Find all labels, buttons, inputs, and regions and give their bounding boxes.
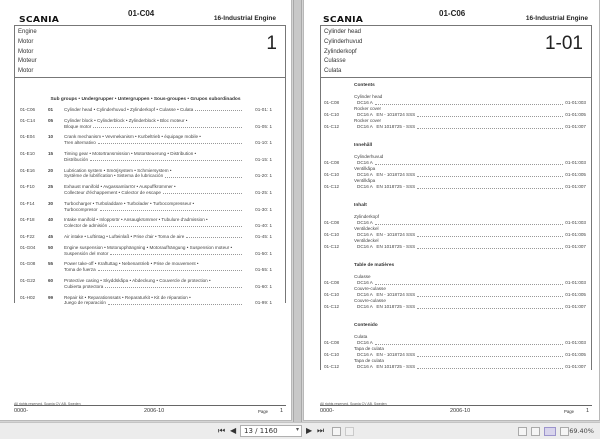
toc-row[interactable]	[20, 151, 272, 163]
entry-title: Culata	[354, 334, 368, 339]
entry-code: 01-C12	[324, 364, 340, 369]
leader-dots	[375, 220, 563, 225]
page-dropdown-icon[interactable]: ▾	[296, 427, 300, 433]
entry-code: 01-C08	[324, 280, 340, 285]
contents-entry[interactable]	[318, 118, 594, 130]
toc-number: 20	[48, 167, 54, 173]
toc-number: 25	[48, 184, 54, 190]
toc-line: Cylinder head • Cylinderhuvud • Zylinderkopf • Culasse • Culata	[64, 107, 194, 112]
group-name: Motor	[18, 48, 34, 55]
toc-row[interactable]	[20, 217, 272, 229]
entry-title: Ventildeckel	[354, 226, 379, 231]
leader-dots	[98, 267, 242, 271]
entry-variant: DC16 A EN - 1018724 SSS	[357, 112, 416, 117]
component-name: Cylinder head	[324, 29, 362, 35]
contents-entry[interactable]	[318, 238, 594, 250]
leader-dots	[417, 124, 563, 129]
section-heading: Innehåll	[354, 143, 373, 148]
toc-page-ref: 01-30: 1	[255, 206, 272, 212]
entry-code: 01-C12	[324, 184, 340, 189]
entry-page-ref: 01-01:003	[565, 220, 586, 225]
subgroup-toc	[20, 107, 272, 311]
toc-code: 01-E16	[20, 167, 35, 173]
toc-code: 01-C14	[20, 117, 36, 123]
scania-logo: SCANIA	[323, 15, 364, 24]
entry-code: 01-C10	[324, 292, 340, 297]
entry-variant: DC16 A	[357, 160, 373, 165]
entry-variant: DC16 A EN 1018725 - SSS	[357, 304, 416, 309]
contents-entry[interactable]	[318, 94, 594, 106]
leader-dots	[100, 207, 242, 211]
toc-code: 01-C06	[20, 107, 36, 112]
group-name: Engine	[18, 29, 37, 35]
leader-dots	[98, 140, 242, 144]
toc-number: 60	[48, 277, 54, 283]
contents-entry[interactable]	[318, 214, 594, 226]
toc-page-ref: 01-99: 1	[255, 300, 272, 306]
toc-code: 01-H02	[20, 294, 36, 300]
toc-number: 45	[48, 233, 54, 239]
single-page-view-icon[interactable]	[518, 427, 527, 436]
contents-entry[interactable]	[318, 178, 594, 190]
toc-line: Repair kit • Reparationssats • Reparaturkit • Kit de réparation •	[64, 294, 191, 300]
leader-dots	[417, 112, 563, 117]
entry-code: 01-C08	[324, 340, 340, 345]
contents-entry[interactable]	[318, 154, 594, 166]
toc-page-ref: 01-45: 1	[255, 233, 272, 239]
toc-number: 10	[48, 134, 54, 140]
entry-page-ref: 01-01:003	[565, 340, 586, 345]
leader-dots	[417, 184, 563, 189]
entry-page-ref: 01-01:005	[565, 232, 586, 237]
toc-text	[64, 107, 244, 113]
toc-text	[64, 278, 244, 290]
contents-section	[318, 83, 594, 130]
page-footer	[14, 407, 286, 417]
leader-dots	[109, 223, 242, 227]
toc-code: 01-F18	[20, 217, 35, 223]
leader-dots	[417, 352, 563, 357]
toc-page-ref: 01-20: 1	[255, 173, 272, 179]
entry-code: 01-C08	[324, 160, 340, 165]
toc-row[interactable]	[20, 234, 272, 240]
document-code: 01-C04	[128, 9, 155, 18]
toc-page-ref: 01-50: 1	[255, 250, 272, 256]
entry-title: Rocker cover	[354, 118, 382, 123]
leader-dots	[375, 280, 563, 285]
toc-line: Crank mechanism • Vevmekanism • Kurbeltrieb • équipage mobile •	[64, 134, 201, 140]
leader-dots	[90, 157, 242, 161]
toc-page-ref: 01-10: 1	[255, 140, 272, 146]
entry-variant: DC16 A EN - 1018724 SSS	[357, 352, 416, 357]
toc-line: Engine suspension • Motorupphängning • Motoraufhängung • Suspension moteur •	[64, 244, 233, 250]
contents-entry[interactable]	[318, 274, 594, 286]
title-box	[320, 25, 592, 78]
component-name: Culata	[324, 68, 342, 75]
document-code: 01-C06	[439, 9, 466, 18]
toc-text	[64, 134, 244, 146]
footer-page-label: Page	[257, 409, 268, 414]
toc-line: Protective casing • Skyddskåpa • Abdeckung • Couvercle de protection •	[64, 277, 211, 283]
copyright-notice: All rights reserved, Scania CV AB, Sweden	[320, 402, 387, 406]
toc-page-ref: 01-15: 1	[255, 156, 272, 162]
leader-dots	[375, 340, 563, 345]
group-number: 1	[266, 33, 277, 54]
title-box	[14, 25, 286, 78]
leader-dots	[375, 160, 563, 165]
toc-code: 01-G22	[20, 277, 36, 283]
entry-page-ref: 01-01:007	[565, 184, 586, 189]
entry-page-ref: 01-01:007	[565, 244, 586, 249]
document-subtitle: 16-Industrial Engine	[213, 15, 276, 22]
entry-page-ref: 01-01:005	[565, 292, 586, 297]
footer-code: 0000-	[320, 408, 335, 414]
toc-row[interactable]	[20, 184, 272, 196]
copyright-notice: All rights reserved, Scania CV AB, Sweden	[14, 402, 81, 406]
copy-page-icon[interactable]	[332, 427, 341, 436]
component-name: Culasse	[324, 58, 346, 65]
leader-dots	[105, 284, 242, 288]
contents-entry[interactable]	[318, 226, 594, 238]
entry-page-ref: 01-01:003	[565, 100, 586, 105]
entry-page-ref: 01-01:003	[565, 160, 586, 165]
footer-divider	[14, 405, 286, 406]
entry-variant: DC16 A EN 1018725 - SSS	[357, 124, 416, 129]
toc-text	[64, 295, 244, 307]
entry-page-ref: 01-01:007	[565, 364, 586, 369]
toc-page-ref: 01-25: 1	[255, 189, 272, 195]
leader-dots	[108, 300, 242, 304]
entry-page-ref: 01-01:007	[565, 304, 586, 309]
two-page-continuous-view-icon[interactable]	[560, 427, 569, 436]
entry-title: Ventildeckel	[354, 238, 379, 243]
entry-variant: DC16 A	[357, 340, 373, 345]
entry-code: 01-C08	[324, 220, 340, 225]
toc-line: Lubrication system • Smörjsystem • Schmiersystem •	[64, 167, 172, 173]
entry-title: Zylinderkopf	[354, 214, 380, 219]
toc-number: 55	[48, 261, 54, 267]
entry-variant: DC16 A EN - 1018724 SSS	[357, 172, 416, 177]
toc-line: Bloque motor	[64, 123, 92, 129]
entry-title: Couvre-culasse	[354, 298, 386, 303]
contents-entry[interactable]	[318, 286, 594, 298]
toc-line: Cylinder block • Cylinderblock • Zylinderblock • Bloc moteur •	[64, 117, 188, 123]
contents-section	[318, 203, 594, 250]
entry-code: 01-C12	[324, 304, 340, 309]
contents-entry[interactable]	[318, 334, 594, 346]
viewer-toolbar	[0, 422, 600, 439]
toc-row[interactable]	[20, 261, 272, 273]
leader-dots	[417, 172, 563, 177]
footer-date: 2006-10	[144, 408, 165, 414]
subgroups-heading: Sub groups • Undergrupper • Untergruppen • Sous-groupes • Grupos subordinados	[50, 97, 241, 102]
toc-row[interactable]	[20, 295, 272, 307]
first-page-icon[interactable]: ⏮	[218, 426, 226, 435]
group-name: Motor	[18, 38, 34, 45]
entry-title: Ventilkåpa	[354, 178, 376, 183]
component-number: 1-01	[544, 33, 583, 54]
toc-row[interactable]	[20, 168, 272, 180]
toc-row[interactable]	[20, 278, 272, 290]
entry-title: Tapa de culata	[354, 346, 384, 351]
entry-page-ref: 01-01:007	[565, 124, 586, 129]
toc-text	[64, 261, 244, 273]
toc-code: 01-F10	[20, 184, 35, 190]
toc-number: 99	[48, 294, 54, 300]
contents-list	[318, 83, 594, 383]
toc-page-ref: 01-55: 1	[255, 267, 272, 273]
leader-dots	[417, 292, 563, 297]
toc-row[interactable]	[20, 245, 272, 257]
leader-dots	[417, 304, 563, 309]
footer-page-label: Page	[563, 409, 574, 414]
toc-code: 01-E04	[20, 134, 35, 140]
contents-entry[interactable]	[318, 346, 594, 358]
section-heading: Contenido	[354, 323, 378, 328]
toc-row[interactable]	[20, 134, 272, 146]
toc-line: Cubierta protectora	[64, 283, 104, 289]
entry-variant: DC16 A	[357, 100, 373, 105]
toc-line: Air intake • Luftintag • Lufteinlaß • Prise d'air • Toma de aire	[64, 233, 185, 239]
toc-code: 01-F14	[20, 200, 35, 206]
footer-page-number: 1	[279, 408, 283, 414]
leader-dots	[375, 100, 563, 105]
toc-number: 05	[48, 117, 54, 123]
entry-title: Ventilkåpa	[354, 166, 376, 171]
entry-variant: DC16 A	[357, 220, 373, 225]
scania-logo: SCANIA	[19, 15, 60, 24]
toc-text	[64, 168, 244, 180]
toc-line: Turbocharger • Turboladdare • Turbolader • Turbocompresseur •	[64, 200, 195, 206]
entry-variant: DC16 A EN 1018725 - SSS	[357, 184, 416, 189]
section-heading: Contents	[354, 83, 375, 88]
group-name: Motor	[18, 68, 34, 75]
toc-line: Suspensión del motor	[64, 250, 109, 256]
entry-page-ref: 01-01:005	[565, 352, 586, 357]
entry-code: 01-C12	[324, 244, 340, 249]
leader-dots	[163, 190, 242, 194]
toc-line: Toma de fuerza	[64, 267, 96, 273]
page-number-input[interactable]: 13 / 1160	[240, 425, 302, 437]
section-heading: Inhalt	[354, 203, 367, 208]
toc-number: 30	[48, 200, 54, 206]
contents-entry[interactable]	[318, 106, 594, 118]
entry-variant: DC16 A EN - 1018724 SSS	[357, 232, 416, 237]
entry-code: 01-C08	[324, 100, 340, 105]
toc-number: 50	[48, 244, 54, 250]
leader-dots	[186, 234, 242, 238]
contents-entry[interactable]	[318, 358, 594, 370]
contents-section	[318, 143, 594, 190]
entry-title: Cylinderhuvud	[354, 154, 384, 159]
toc-line: Turbocompresor	[64, 206, 98, 212]
entry-variant: DC16 A EN 1018725 - SSS	[357, 244, 416, 249]
toc-row[interactable]	[20, 118, 272, 130]
contents-entry[interactable]	[318, 166, 594, 178]
left-page	[0, 0, 292, 421]
toc-line: Exhaust manifold • Avgassamlarrör • Auspuffkrümmer •	[64, 184, 176, 190]
footer-divider	[320, 405, 592, 406]
leader-dots	[93, 124, 242, 128]
leader-dots	[417, 364, 563, 369]
two-page-view-icon[interactable]	[544, 427, 556, 436]
entry-title: Cylinder head	[354, 94, 383, 99]
entry-code: 01-C10	[324, 232, 340, 237]
toc-code: 01-G04	[20, 244, 36, 250]
leader-dots	[195, 107, 242, 111]
page-footer	[320, 407, 592, 417]
right-page	[303, 0, 600, 421]
group-names	[18, 28, 37, 77]
toc-line: Distribución	[64, 156, 88, 162]
toc-line: Power take-off • Kraftuttag • Nebenantrieb • Prise de mouvement •	[64, 261, 199, 267]
continuous-view-icon[interactable]	[531, 427, 540, 436]
leader-dots	[165, 173, 242, 177]
toc-number: 40	[48, 217, 54, 223]
toc-text	[64, 234, 244, 240]
entry-code: 01-C10	[324, 112, 340, 117]
zoom-level[interactable]: 69.40%	[569, 427, 594, 435]
toc-row[interactable]	[20, 201, 272, 213]
entry-page-ref: 01-01:005	[565, 172, 586, 177]
footer-page-number: 1	[585, 408, 589, 414]
toc-number: 01	[48, 107, 54, 112]
group-name: Moteur	[18, 58, 37, 65]
section-heading: Table de matières	[354, 263, 395, 268]
entry-variant: DC16 A EN 1018725 - SSS	[357, 364, 416, 369]
entry-code: 01-C10	[324, 352, 340, 357]
toc-row[interactable]	[20, 107, 272, 113]
toc-text	[64, 118, 244, 130]
toc-line: Colector de admisión	[64, 223, 108, 229]
component-name: Zylinderkopf	[324, 48, 357, 55]
document-subtitle: 16-Industrial Engine	[525, 15, 588, 22]
footer-code: 0000-	[14, 408, 29, 414]
component-name: Cylinderhuvud	[324, 38, 363, 45]
toc-page-ref: 01-05: 1	[255, 123, 272, 129]
entry-title: Tapa de culata	[354, 358, 384, 363]
toc-line: Juego de reparación	[64, 300, 106, 306]
toc-line: Système de lubrification • Sistema de lubricación	[64, 173, 164, 179]
entry-title: Couvre-culasse	[354, 286, 386, 291]
toc-text	[64, 245, 244, 257]
previous-page-icon[interactable]: ◀	[230, 426, 237, 435]
component-names	[324, 28, 362, 77]
entry-variant: DC16 A EN - 1018724 SSS	[357, 292, 416, 297]
toc-text	[64, 201, 244, 213]
leader-dots	[417, 232, 563, 237]
entry-code: 01-C12	[324, 124, 340, 129]
footer-date: 2006-10	[450, 408, 471, 414]
entry-title: Culasse	[354, 274, 371, 279]
toc-number: 15	[48, 150, 54, 156]
toc-code: 01-G08	[20, 261, 36, 267]
contents-section	[318, 323, 594, 370]
entry-variant: DC16 A	[357, 280, 373, 285]
toc-text	[64, 184, 244, 196]
leader-dots	[417, 244, 563, 249]
toc-text	[64, 151, 244, 163]
toc-line: Collecteur d'échappement • Colector de escape	[64, 189, 161, 195]
contents-entry[interactable]	[318, 298, 594, 310]
last-page-icon[interactable]: ⏭	[317, 426, 325, 435]
entry-page-ref: 01-01:005	[565, 112, 586, 117]
toc-page-ref: 01-60: 1	[255, 283, 272, 289]
entry-code: 01-C10	[324, 172, 340, 177]
paste-page-icon[interactable]	[345, 427, 354, 436]
toc-page-ref: 01-01: 1	[255, 107, 272, 112]
toc-page-ref: 01-40: 1	[255, 223, 272, 229]
page-header	[0, 8, 291, 24]
entry-page-ref: 01-01:003	[565, 280, 586, 285]
toc-code: 01-F22	[20, 233, 35, 239]
contents-section	[318, 263, 594, 310]
next-page-icon[interactable]: ▶	[306, 426, 313, 435]
toc-line: Tren alternativo	[64, 140, 96, 146]
toc-line: Timing gear • Motortransmission • Motorsteuerung • Distribution •	[64, 150, 197, 156]
toc-line: Intake manifold • Inloppsrör • Ansaugkrümmer • Tubulure d'admission •	[64, 217, 208, 223]
entry-title: Rocker cover	[354, 106, 382, 111]
toc-text	[64, 217, 244, 229]
toc-code: 01-E10	[20, 150, 35, 156]
page-gutter	[293, 0, 302, 422]
page-header	[304, 8, 599, 24]
leader-dots	[110, 251, 242, 255]
